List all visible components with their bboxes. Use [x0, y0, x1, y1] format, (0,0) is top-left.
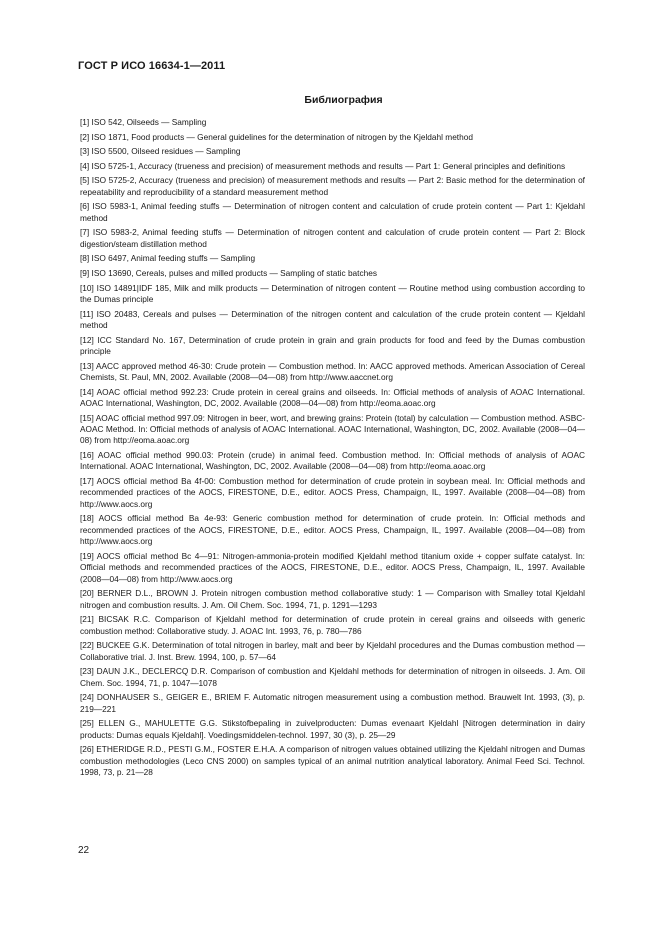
- page-number: 22: [78, 845, 90, 856]
- bibliography-title: Библиография: [304, 94, 383, 106]
- reference-item: [7] ISO 5983-2, Animal feeding stuffs — Determination of nitrogen content and calculation of crude protein content — Part 2: Block digestion/steam distillation method: [80, 227, 585, 249]
- reference-list: [80, 117, 585, 782]
- reference-item: [5] ISO 5725-2, Accuracy (trueness and precision) of measurement methods and results — Part 2: Basic method for the determination of repeatability and reproducibility of a standard measurement method: [80, 175, 585, 197]
- reference-item: [23] DAUN J.K., DECLERCQ D.R. Comparison of combustion and Kjeldahl methods for determination of nitrogen in oilseeds. J. Am. Oil Chem. Soc. 1994, 71, p. 1047—1078: [80, 666, 585, 688]
- reference-item: [17] AOCS official method Ba 4f-00: Combustion method for determination of crude protein in soybean meal. In: Official methods and recommended practices of the AOCS, FIRESTONE, D.E., editor. AOCS Press, Champaign, IL, 1997. Available (2008—04—08) from http://www.aocs.org: [80, 475, 585, 509]
- reference-item: [15] AOAC official method 997.09: Nitrogen in beer, wort, and brewing grains: Protein (total) by calculation — Combustion method. ASBC-AOAC Method. In: Official methods of analysis of AOAC International. AOAC International, Washington, DC, 2002. Available (2008—04—08) from http://eoma.aoac.org: [80, 412, 585, 446]
- reference-item: [9] ISO 13690, Cereals, pulses and milled products — Sampling of static batches: [80, 267, 377, 278]
- reference-item: [8] ISO 6497, Animal feeding stuffs — Sampling: [80, 253, 256, 264]
- reference-item: [11] ISO 20483, Cereals and pulses — Determination of the nitrogen content and calculation of the crude protein content — Kjeldahl method: [80, 308, 585, 330]
- reference-item: [4] ISO 5725-1, Accuracy (trueness and precision) of measurement methods and results — Part 1: General principles and definitions: [80, 160, 566, 171]
- reference-item: [10] ISO 14891|IDF 185, Milk and milk products — Determination of nitrogen content — Routine method using combustion according to the Dumas principle: [80, 282, 585, 304]
- reference-item: [1] ISO 542, Oilseeds — Sampling: [80, 117, 207, 127]
- reference-item: [21] BICSAK R.C. Comparison of Kjeldahl method for determination of crude protein in cereal grains and oilseeds with generic combustion method: Collaborative study. J. AOAC Int. 1993, 76, p. 780—786: [80, 614, 585, 636]
- reference-item: [25] ELLEN G., MAHULETTE G.G. Stikstofbepaling in zuivelproducten: Dumas evenaart Kjeldahl [Nitrogen determination in dairy products: Dumas equals Kjeldahl]. Voedingsmiddelen-technol. 1997, 30 (3), p. 25—29: [80, 718, 585, 740]
- reference-item: [22] BUCKEE G.K. Determination of total nitrogen in barley, malt and beer by Kjeldahl procedures and the Dumas combustion method — Collaborative trial. J. Inst. Brew. 1994, 100, p. 57—64: [80, 640, 585, 662]
- reference-item: [18] AOCS official method Ba 4e-93: Generic combustion method for determination of crude protein. In: Official methods and recommended practices of the AOCS, FIRESTONE, D.E., editor. AOCS Press, Champaign, IL, 1997. Available (2008—04—08) from http://www.aocs.org: [80, 513, 585, 547]
- standard-header: ГОСТ Р ИСО 16634-1—2011: [78, 60, 226, 72]
- reference-item: [12] ICC Standard No. 167, Determination of crude protein in grain and grain products for food and feed by the Dumas combustion principle: [80, 334, 585, 356]
- reference-item: [19] AOCS official method Bc 4—91: Nitrogen-ammonia-protein modified Kjeldahl method titanium oxide + copper sulfate catalyst. In: Official methods and recommended practices of the AOCS, FIRESTONE, D.E., editor. AOCS Press, Champaign, IL, 1997. Available (2008—04—08) from http://www.aocs.org: [80, 550, 585, 584]
- reference-item: [2] ISO 1871, Food products — General guidelines for the determination of nitrogen by the Kjeldahl method: [80, 131, 473, 142]
- reference-item: [13] AACC approved method 46-30: Crude protein — Combustion method. In: AACC approved methods. American Association of Cereal Chemists, St. Paul, MN, 2002. Available (2008—04—08) from http://www.aaccnet.org: [80, 360, 585, 382]
- reference-item: [14] AOAC official method 992.23: Crude protein in cereal grains and oilseeds. In: Official methods of analysis of AOAC International. AOAC International, Washington, DC, 2002. Available (2008—04—08) from http://eoma.aoac.org: [80, 386, 585, 408]
- reference-item: [3] ISO 5500, Oilseed residues — Sampling: [80, 146, 241, 157]
- reference-item: [24] DONHAUSER S., GEIGER E., BRIEM F. Automatic nitrogen measurement using a combustion method. Brauwelt Int. 1993, (3), p. 219—221: [80, 692, 585, 714]
- reference-item: [20] BERNER D.L., BROWN J. Protein nitrogen combustion method collaborative study: 1 — Comparison with Smalley total Kjeldahl nitrogen and combustion results. J. Am. Oil Chem. Soc. 1994, 71, p. 1291—1293: [80, 588, 585, 610]
- reference-item: [6] ISO 5983-1, Animal feeding stuffs — Determination of nitrogen content and calculation of crude protein content — Part 1: Kjeldahl method: [80, 201, 585, 223]
- reference-item: [26] ETHERIDGE R.D., PESTI G.M., FOSTER E.H.A. A comparison of nitrogen values obtained utilizing the Kjeldahl nitrogen and Dumas combustion methodologies (Leco CNS 2000) on samples typical of an animal nutrition analytical laboratory. Animal Feed Sci. Technol. 1998, 73, p. 21—28: [80, 744, 585, 777]
- reference-item: [16] AOAC official method 990.03: Protein (crude) in animal feed. Combustion method. In: Official methods of analysis of AOAC International. AOAC International, Washington, DC, 2002. Available (2008—04—08) from http://eoma.aoac.org: [80, 449, 585, 472]
